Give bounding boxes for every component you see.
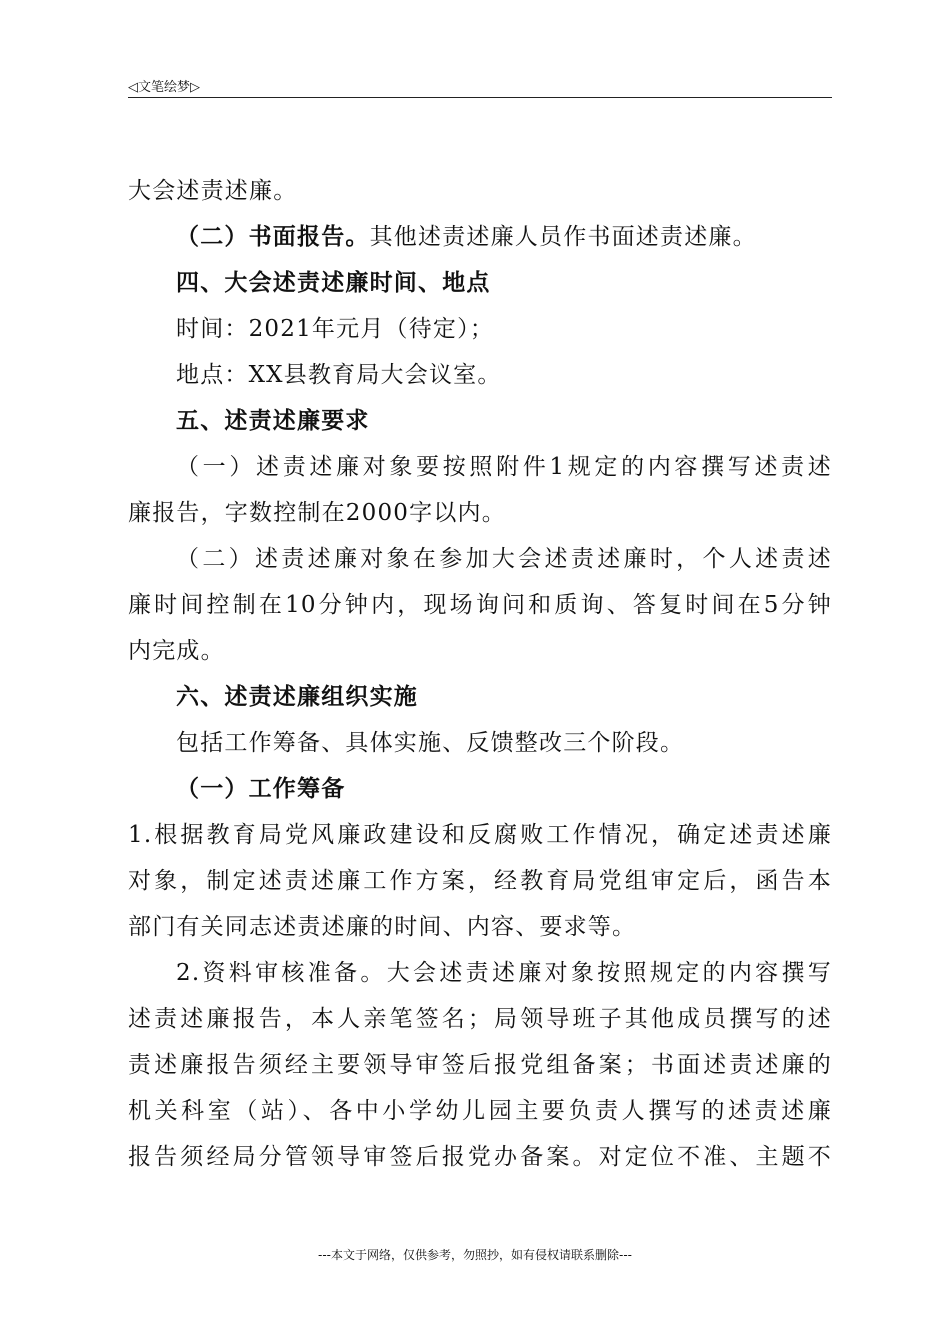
section-heading-4 (128, 260, 832, 306)
meeting-time: 时间：2021年元月（待定）； (176, 316, 495, 342)
section-heading-text: 五、述责述廉要求 (176, 407, 370, 434)
paragraph-line: 机关科室（站）、各中小学幼儿园主要负责人撰写的述责述廉 (128, 1098, 832, 1124)
paragraph-line: （一）述责述廉对象要按照附件1规定的内容撰写述责述 (176, 454, 832, 480)
page-header: ◁文笔绘梦▷ (128, 80, 200, 95)
paragraph-line: （二）述责述廉对象在参加大会述责述廉时，个人述责述 (176, 546, 832, 572)
section-heading-5 (128, 398, 832, 444)
paragraph-line: 内完成。 (128, 638, 225, 664)
paragraph-line: 包括工作筹备、具体实施、反馈整改三个阶段。 (176, 730, 685, 756)
page-footer: ---本文于网络，仅供参考，勿照抄，如有侵权请联系删除--- (318, 1248, 632, 1262)
document-body (128, 168, 832, 1180)
paragraph-line: 廉报告，字数控制在2000字以内。 (128, 500, 506, 526)
paragraph-line: 2.资料审核准备。大会述责述廉对象按照规定的内容撰写 (176, 960, 832, 986)
header-divider (128, 97, 832, 98)
paragraph-line: 1.根据教育局党风廉政建设和反腐败工作情况，确定述责述廉 (128, 822, 832, 848)
paragraph-text: 其他述责述廉人员作书面述责述廉。 (369, 224, 757, 250)
paragraph-line: 责述廉报告须经主要领导审签后报党组备案；书面述责述廉的 (128, 1052, 832, 1078)
paragraph-line (128, 214, 832, 260)
subheading-text: （一）工作筹备 (176, 775, 346, 802)
meeting-place: 地点：XX县教育局大会议室。 (176, 362, 502, 388)
subheading-written-report: （二）书面报告。 (176, 223, 370, 250)
paragraph-line: 报告须经局分管领导审签后报党办备案。对定位不准、主题不 (128, 1144, 832, 1170)
section-heading-text: 四、大会述责述廉时间、地点 (176, 269, 491, 296)
paragraph-line: 大会述责述廉。 (128, 178, 298, 204)
paragraph-line: 述责述廉报告，本人亲笔签名；局领导班子其他成员撰写的述 (128, 1006, 832, 1032)
paragraph-line: 部门有关同志述责述廉的时间、内容、要求等。 (128, 914, 637, 940)
paragraph-line: 廉时间控制在10分钟内，现场询问和质询、答复时间在5分钟 (128, 592, 832, 618)
subheading-preparation (128, 766, 832, 812)
paragraph-line: 对象，制定述责述廉工作方案，经教育局党组审定后，函告本 (128, 868, 832, 894)
section-heading-6 (128, 674, 832, 720)
section-heading-text: 六、述责述廉组织实施 (176, 683, 418, 710)
